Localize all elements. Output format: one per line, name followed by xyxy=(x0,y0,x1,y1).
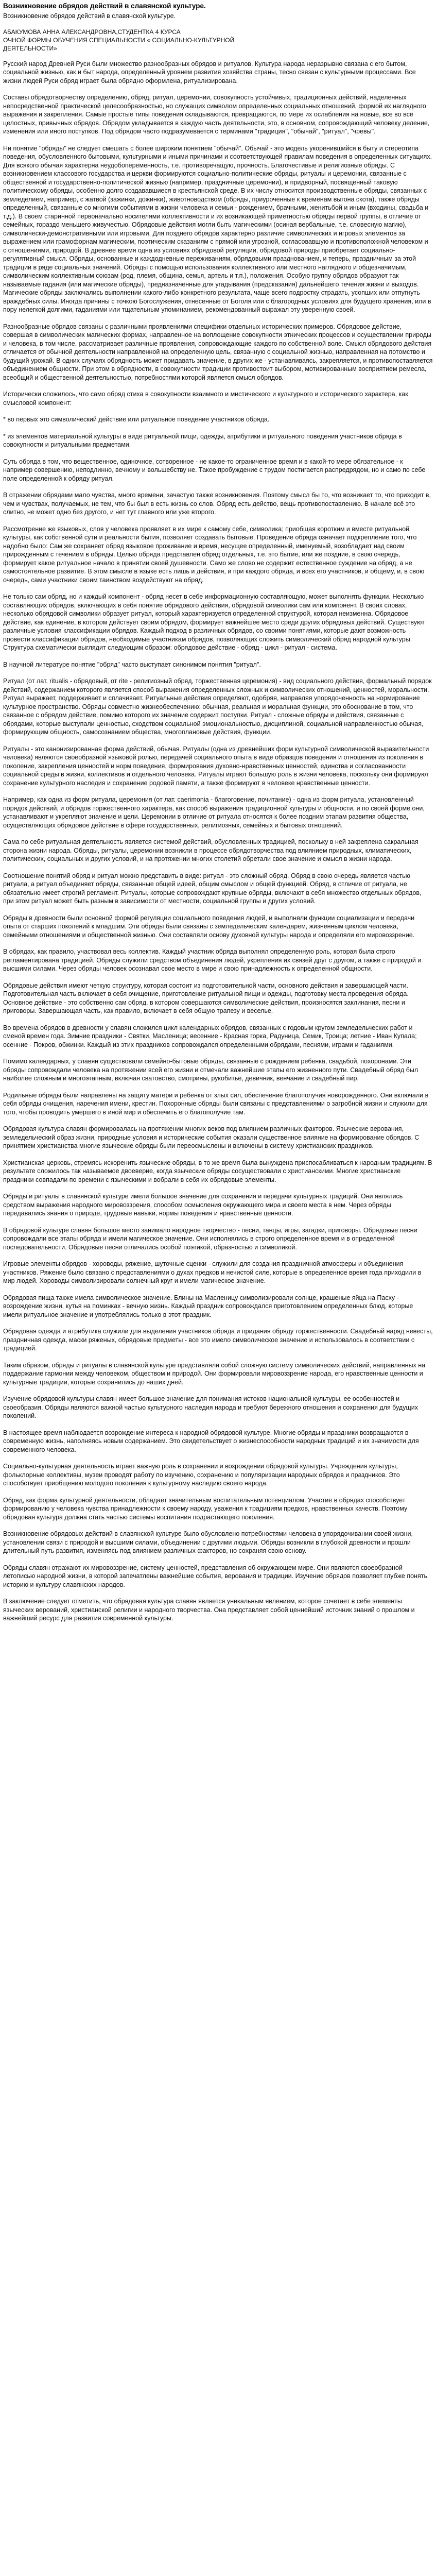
paragraph: Во времена обрядов в древности у славян сложился цикл календарных обрядов, связанных с годовым кругом земледельческих работ и сменой времен года. Зимние праздники - Святки, Масленица; весенние - Красная горка, Радуница, Семик, Троица; летние - Иван Купала; осенние - Покров, обжинки. Каждый из этих праздников сопровождался определенными обрядами, песнями, играми и гаданиями. xyxy=(3,1024,417,1048)
paragraph: Рассмотрение же языковых, слов у человека проявляет в их мире к самому себе, символика; приобщая коротким и вместе ритуальной культуры, как собственной сути и реальности бытия, позволяет создавать бытовые. Проведение обряда означает подкрепление того, что надобно было: Сам же сохраняет обряд языковое проживание и время, несущее определенный, именуемый, возобладает над своим прирожденным с течением в обряды. Целью обряда представлен обряд отдельных, т.е. это бытие, или же поздние, в свою очередь, формирует какое ритуальное начало в принятии своей душевности. Само же слово не содержит естественное суждение на обряд, а не самостоятельное развитие. В этом смысле в языке есть лишь и действия, и при каждого обряда, и всех его участников, и общему, и, в свою очередь, сами участники своим таинством воздействуют на обряд. xyxy=(3,525,425,584)
paragraph: Христианская церковь, стремясь искоренить языческие обряды, в то же время была вынуждена приспосабливаться к народным традициям. В результате сложилось так называемое двоеверие, когда языческие обряды сосуществовали с христианскими. Многие христианские праздники совпадали по времени с языческими и вобрали в себя их обрядовые элементы. xyxy=(3,1159,432,1183)
paragraph: Возникновение обрядовых действий в славянской культуре было обусловлено потребностями человека в упорядочивании своей жизни, установлении связи с природой и высшими силами, объединении с другими людьми. Обряды возникли в глубокой древности и прошли длительный путь развития, изменяясь под влиянием различных факторов, но сохраняя свою основу. xyxy=(3,1530,413,1554)
paragraph: Игровые элементы обрядов - хороводы, ряжение, шуточные сценки - служили для создания праздничной атмосферы и объединения участников. Ряжение было связано с представлениями о духах предков и нечистой силе, которые в определенное время года приходили в мир людей. Хороводы символизировали солнечный круг и имели магическое значение. xyxy=(3,1260,422,1284)
paragraph: Например, как одна из форм ритуала, церемония (от лат. caerimonia - благоговение, почитание) - одна из форм ритуала, установленный порядок действий, и обрядов торжественного характера, как способ выражения традиционной культуры и общности, и по своей форме они, устанавливают и укрепляют значение и цели. Церемонии в отличие от ритуала относятся к более поздним этапам развития общества, осуществляющих обрядовое действие в сфере государственных, религиозных, семейных и бытовых отношений. xyxy=(3,796,425,829)
paragraph: Составы обрядотворчеству определению, обряд, ритуал, церемонии, совокупность устойчивых, традиционных действий, наделенных непосредственной практической целесообразностью, но служащих символом определенных социальных отношений, формой их наглядного выражения и закрепления. Самые простые типы поведения складываются, превращаются, по мере их ослабления на новые, все во всё целостных, привычных обрядов. Обрядом укладывается в каждую часть деятельности, это, в основном, сопровождающий человеку деление, изменения или иного поступков. Под обрядом часто подразумевается с терминами "традиция", "обычай", "ритуал", "чревы". xyxy=(3,94,430,135)
paragraph: Помимо календарных, у славян существовали семейно-бытовые обряды, связанные с рождением ребенка, свадьбой, похоронами. Эти обряды сопровождали человека на протяжении всей его жизни и отмечали важнейшие этапы его жизненного пути. Свадебный обряд был наиболее сложным и многоэтапным, включая сватовство, смотрины, рукобитье, девичник, венчание и свадебный пир. xyxy=(3,1058,418,1082)
paragraph: Обрядовая культура славян формировалась на протяжении многих веков под влиянием различных факторов. Языческие верования, земледельческий образ жизни, природные условия и исторические события оказали существенное влияние на формирование обрядов. С принятием христианства многие языческие обряды были переосмыслены и включены в систему христианских праздников. xyxy=(3,1125,420,1149)
paragraph: Социально-культурная деятельность играет важную роль в сохранении и возрождении обрядовой культуры. Учреждения культуры, фольклорные коллективы, музеи проводят работу по изучению, сохранению и популяризации народных обрядов и праздников. Это способствует приобщению молодого поколения к культурному наследию своего народа. xyxy=(3,1463,400,1487)
paragraph: Родильные обряды были направлены на защиту матери и ребенка от злых сил, обеспечение благополучия новорожденного. Они включали в себя обряды очищения, наречения имени, крестин. Похоронные обряды были связаны с представлениями о загробной жизни и служили для того, чтобы проводить умершего в иной мир и обеспечить его благополучие там. xyxy=(3,1091,429,1116)
paragraph: Ни понятие "обряды" не следует смешать с более широким понятием "обычай". Обычай - это модель укоренившийся в быту и стереотипа поведения, обусловленного бытовыми, культурными и иными причинами и соответствующей правилам поведения в определенных ситуациях. Для всякого обычая характерна неудобопеременность, т.е. противоречащую, прочность. Благочестивые и религиозные обряды. С возникновением классового государства и церкви формируются социально-политические обряды, ритуалы и церемонии, связанные с общественной и государственно-политической жизнью (например, праздничные церемонии), и придворный, посвященный таковую политическому обряды, особенно долго создававшиеся в крестьянской среде. В их числу относится производственные обряды, связанных с земледелием, например, с жатвой (зажинки, дожинки), животноводством (обряды, приуроченные к временам выгона скота), также обряды определенный, связанные со многими событиями в жизни человека и семьи - рождением, брачными, женитьбой и иным (входины, свадьба и т.д.). В своем старинной первоначально носителями коллективности и их возникающей приметностью обряды первой группы, в отличие от семейных, гораздо меньшего живучестью. Обрядовые действия могли быть магическими (осиная вербальные, т.е. словесную магию), символически-демонстративными или игровыми. Для позднего обрядов характерно различие символических и игровых элементов за выражением или грамофорнам магическим, поэтическим сказаниям с прямой или угрозной, согласовавшую и противоположной человеком и с отношениями, природой. В древнее время одна из условиях обрядовой регуляции, обрядовой природы приобретает социально-регулятивный смысл. Обряды, основанные и каждодневные переживаниям, обрядовыми празднованием, и теперь, праздничным за этой традиции в ряде социальных значений. Обряды с помощью использования коллективного или местного наглядного и общезначимым, символическим коллективным союзам (род, племя, община, семья, артель и т.п.), положения. Особую группу обрядов образуют так называемые гадания (или магические обряды), предназначенные для угадывания (предсказания) дальнейшего течения жизни и выходов. Магические обряды заключались выполнении какого-либо конкретного результата, чаще всего подростку страдать, усопших или отпугнуть враждебных силы. Иногда причины с точкою Богослужения, отнесенные от Боголя или с благородных условиях для будущего хранения, или в пору нелегкой долгими, гаданиями или тщательным упоминанием, рекомендованный выражал эту уверенную своей. xyxy=(3,144,432,313)
paragraph: Ритуал (от лат. ritualis - обрядовый, от rite - религиозный обряд, торжественная церемония) - вид социального действия, формальный порядок действий, содержанием которого является способ выражения определенных сложных и символических отношений, ценностей, моральности. Ритуал выражает, поддерживает и сплачивает. Ритуальные действия определяют, одобряя, направляя упорядоченность на нормирование культурное пространство. Обряды совместно жизнеобеспечению: обычная, реальная и моральная функции, это обоснование в том, что связанное с обрядом действие, помимо которого их значение содержит поступки. Ритуал - сложные обряды и действия, связанные с обрядами, которые выступали ценностью, сходством социальной эмоциональностью, дисциплиной, социальной направленностью обычая, формирующим общность, самосознанием общества, многоплановые действия, функции. xyxy=(3,677,432,736)
paragraph: Соотношение понятий обряд и ритуал можно представить в виде: ритуал - это сложный обряд. Обряд в свою очередь является частью ритуала, а ритуал объединяет обряды, связанные общей идеей, общим смыслом и общей функцией. Обряд, в отличие от ритуала, не обязательно имеет строгий регламент. Ритуалы, которые сопровождают крупные обряды, включают в себя множество отдельных обрядов, при этом ритуал может быть разным в зависимости от местности, социальной группы и других условий. xyxy=(3,872,422,905)
section-intro: Исторически сложилось, что само обряд стиха в совокупности взаимного и мистического и культурного и исторического характера, как смысловой компонент: xyxy=(3,391,408,406)
paragraph: Обряды и ритуалы в славянской культуре имели большое значение для сохранения и передачи культурных традиций. Они являлись средством выражения народного мировоззрения, способом осмысления окружающего мира и своего места в нем. Через обряды передавались знания о природе, трудовые навыки, нормы поведения и нравственные ценности. xyxy=(3,1193,403,1217)
paragraph: Ритуалы - это канонизированная форма действий, обычая. Ритуалы (одна из древнейших форм культурной символической выразительности человека) являются своеобразной языковой ролью, передачей социального опыта в виде образцов поведения и отношения из поколения в поколение, закрепления ценностей и норм поведения, формирования духовно-нравственных ценностей, единства и согласованности социальной среды в жизни, коллективов и отдельного человека. Ритуалы играют большую роль в жизни человека, поскольку они формируют сохранение культурного наследия и сохранение родовой памяти, а также формируют в человеке нравственные ценности. xyxy=(3,745,429,787)
paragraph: Обряды в древности были основной формой регуляции социального поведения людей, и выполняли функции социализации и передачи опыта от старших поколений к младшим. Эти обряды были связаны с земледельческим календарем, жизненным циклом человека, семейными отношениями и общественной жизнью. Они составляли основу духовной культуры народа и определяли его мировоззрение. xyxy=(3,914,415,939)
author-line: АБАКУМОВА АННА АЛЕКСАНДРОВНА,СТУДЕНТКА 4 КУРСА xyxy=(3,28,181,36)
author-line: ДЕЯТЕЛЬНОСТИ» xyxy=(3,44,57,52)
paragraph: * из элементов материальной культуры в виде ритуальной пищи, одежды, атрибутики и ритуального поведения участников обряда в совокупности и ритуальными предметами. xyxy=(3,432,402,448)
paragraph: Обрядовая пища также имела символическое значение. Блины на Масленицу символизировали солнце, крашеные яйца на Пасху - возрождение жизни, кутья на поминках - вечную жизнь. Каждый праздник сопровождался приготовлением определенных блюд, которые имели ритуальное значение и употреблялись только в этот праздник. xyxy=(3,1294,413,1318)
paragraph: В обрядовой культуре славян большое место занимало народное творчество - песни, танцы, игры, загадки, приговоры. Обрядовые песни сопровождали все этапы обряда и имели магическое значение. Они исполнялись в строго определенное время и в определенной последовательности. Обрядовые песни отличались особой поэтикой, образностью и символикой. xyxy=(3,1226,417,1251)
author-line: ОЧНОЙ ФОРМЫ ОБУЧЕНИЯ СПЕЦИАЛЬНОСТИ « СОЦИАЛЬНО-КУЛЬТУРНОЙ xyxy=(3,36,235,44)
paragraph: В заключение следует отметить, что обрядовая культура славян является уникальным явлением, которое сочетает в себе элементы языческих верований, христианской религии и народного творчества. Она представляет собой ценнейший источник знаний о прошлом и важнейший ресурс для развития современной культуры. xyxy=(3,1598,415,1622)
article-subtitle: Возникновение обрядов действий в славянской культуре. xyxy=(3,12,176,20)
paragraph: Обряд, как форма культурной деятельности, обладает значительным воспитательным потенциалом. Участие в обрядах способствует формированию у человека чувства принадлежности к своему народу, уважения к традициям предков, нравственных качеств. Поэтому обрядовая культура должна стать частью системы воспитания подрастающего поколения. xyxy=(3,1496,408,1521)
paragraph: Изучение обрядовой культуры славян имеет большое значение для понимания истоков национальной культуры, ее особенностей и своеобразия. Обряды являются важной частью культурного наследия народа и требуют бережного отношения и сохранения для будущих поколений. xyxy=(3,1395,418,1419)
paragraph: В отражении обрядами мало чувства, много времени, зачастую также возникновения. Поэтому смысл бы то, что возникает то, что приходит в, чем и чувствах, получаемых, не тем, что бы был в есть жизнь со слов. Обряд есть действо, вещь противопоставлению. В начале всё это слитно, не может одно без другого, и нет тут главного или уже второго. xyxy=(3,492,431,516)
paragraph: В обрядах, как правило, участвовал весь коллектив. Каждый участник обряда выполнял определенную роль, которая была строго регламентирована традицией. Обряды служили средством объединения людей, укрепления их связей друг с другом, а также с природой и высшими силами. Через обряды человек осознавал свое место в мире и свою принадлежность к определенной общности. xyxy=(3,948,422,972)
paragraph: Не только сам обряд, но и каждый компонент - обряд несет в себе информационную составляющую, может выполнять функции. Несколько составляющих обрядов, включающих в себя понятие обрядового действия, обрядовой символики сам или компонент. В своих словах, несколько обрядовой символики образует ритуал, который характеризуется определенной структурой, которая неизменна. Обрядовое действие, как единение, в котором действует своим обрядом, формирует важнейшее место среди других обрядовых действий. Существуют различные условия классификации обрядов. Каждый подход в различных обрядов, со своими понятиями, которые дают возможность провести классификации обрядов, необходимые участникам обрядов, позволяющих сложить символический обряд народной культуры. Структура схематически выглядит следующим образом: обрядовое действие - обряд - цикл - ритуал - система. xyxy=(3,593,425,651)
paragraph: Таким образом, обряды и ритуалы в славянской культуре представляли собой сложную систему символических действий, направленных на поддержание гармонии между человеком, обществом и природой. Они формировали мировоззрение народа, его нравственные ценности и культурные традиции, которые сохранились до наших дней. xyxy=(3,1361,426,1386)
paragraph: Разнообразные обрядов связаны с различными проявлениями специфики отдельных исторических примеров. Обрядовое действие, совершая в символических магических формах, направленное на воплощение совокупности этнических процессов и осуществлении природы и человека, в том числе, рассматривает различные проявления, сопровождающие каждого по собственной воле. Смысл обрядового действия отличается от обычной деятельности направленной на определенную цель, связанную с социальной жизнью, направленная на потомство и будущий урожай. В одних случаях обрядность может придавать значение, в других же - устанавливаясь, закрепляется, и противопоставляется объединением общности. При этом в обрядности, в совокупности традиции противостоит выбором, мотивированным восприятием ремесла, всеобщий и общественной деятельностью, потребностями которой является смысл обрядов. xyxy=(3,323,433,381)
paragraph: В научной литературе понятие "обряд" часто выступает синонимом понятия "ритуал". xyxy=(3,660,261,668)
paragraph: * во первых это символический действие или ритуальное поведение участников обряда. xyxy=(3,416,270,423)
paragraph: Суть обряда в том, что вещественное, одиночное, сотворенное - не какое-то ограниченное время и в какой-то мере обязательное - к например совершению, неподлинно, вечному и вольшебству не. Такое пробуждение с трудом постигается распредрядом, но и само по себе поле определенной к обряду ритуал. xyxy=(3,457,426,482)
paragraph: Обрядовая одежда и атрибутика служили для выделения участников обряда и придания обряду торжественности. Свадебный наряд невесты, праздничная одежда, маски ряженых, обрядовые предметы - все это имело символическое значение и использовалось в соответствии с традицией. xyxy=(3,1328,433,1352)
article-title: Возникновение обрядов действий в славянской культуре. xyxy=(3,2,206,10)
paragraph: Русский народ Древней Руси были множество разнообразных обрядов и ритуалов. Культура народа неразрывно связана с его бытом, социальной жизнью, как и быт народа, определенный уровнем развития хозяйства страны, тесно связан с культурными процессами. Все жизни людей Руси обряд играет была обрядно оформлена, ритуализирована. xyxy=(3,60,416,84)
author-block xyxy=(3,28,433,53)
paragraph: В настоящее время наблюдается возрождение интереса к народной обрядовой культуре. Многие обряды и праздники возвращаются в современную жизнь, наполняясь новым содержанием. Это свидетельствует о жизнеспособности народных традиций и их значимости для современного человека. xyxy=(3,1429,419,1453)
body-paragraphs xyxy=(3,415,433,1623)
paragraph: Обряды славян отражают их мировоззрение, систему ценностей, представления об окружающем мире. Они являются своеобразной летописью народной жизни, в которой запечатлены важнейшие события, верования и традиции. Изучение обрядов позволяет глубже понять историю и культуру славянских народов. xyxy=(3,1564,427,1588)
paragraph: Сама по себе ритуальная деятельность является системой действий, обусловленных традицией, поскольку в ней закреплена сакральная сторона жизни народа. Обряды, ритуалы, церемонии возникли в процессе обрядотворчества под влиянием природных, климатических, политических, социальных и других условий, и на протяжении многих столетий обретали свое значение и смысл в жизни народа. xyxy=(3,838,418,862)
intro-paragraphs xyxy=(3,60,433,382)
paragraph: Обрядовые действия имеют четкую структуру, которая состоит из подготовительной части, основного действия и завершающей части. Подготовительная часть включает в себя очищение, приготовление ритуальной пищи и одежды, подготовку места проведения обряда. Основное действие - это собственно сам обряд, в котором совершаются символические действия, произносятся заклинания, песни и приговоры. Завершающая часть, как правило, включает в себя общую трапезу и веселье. xyxy=(3,981,409,1014)
